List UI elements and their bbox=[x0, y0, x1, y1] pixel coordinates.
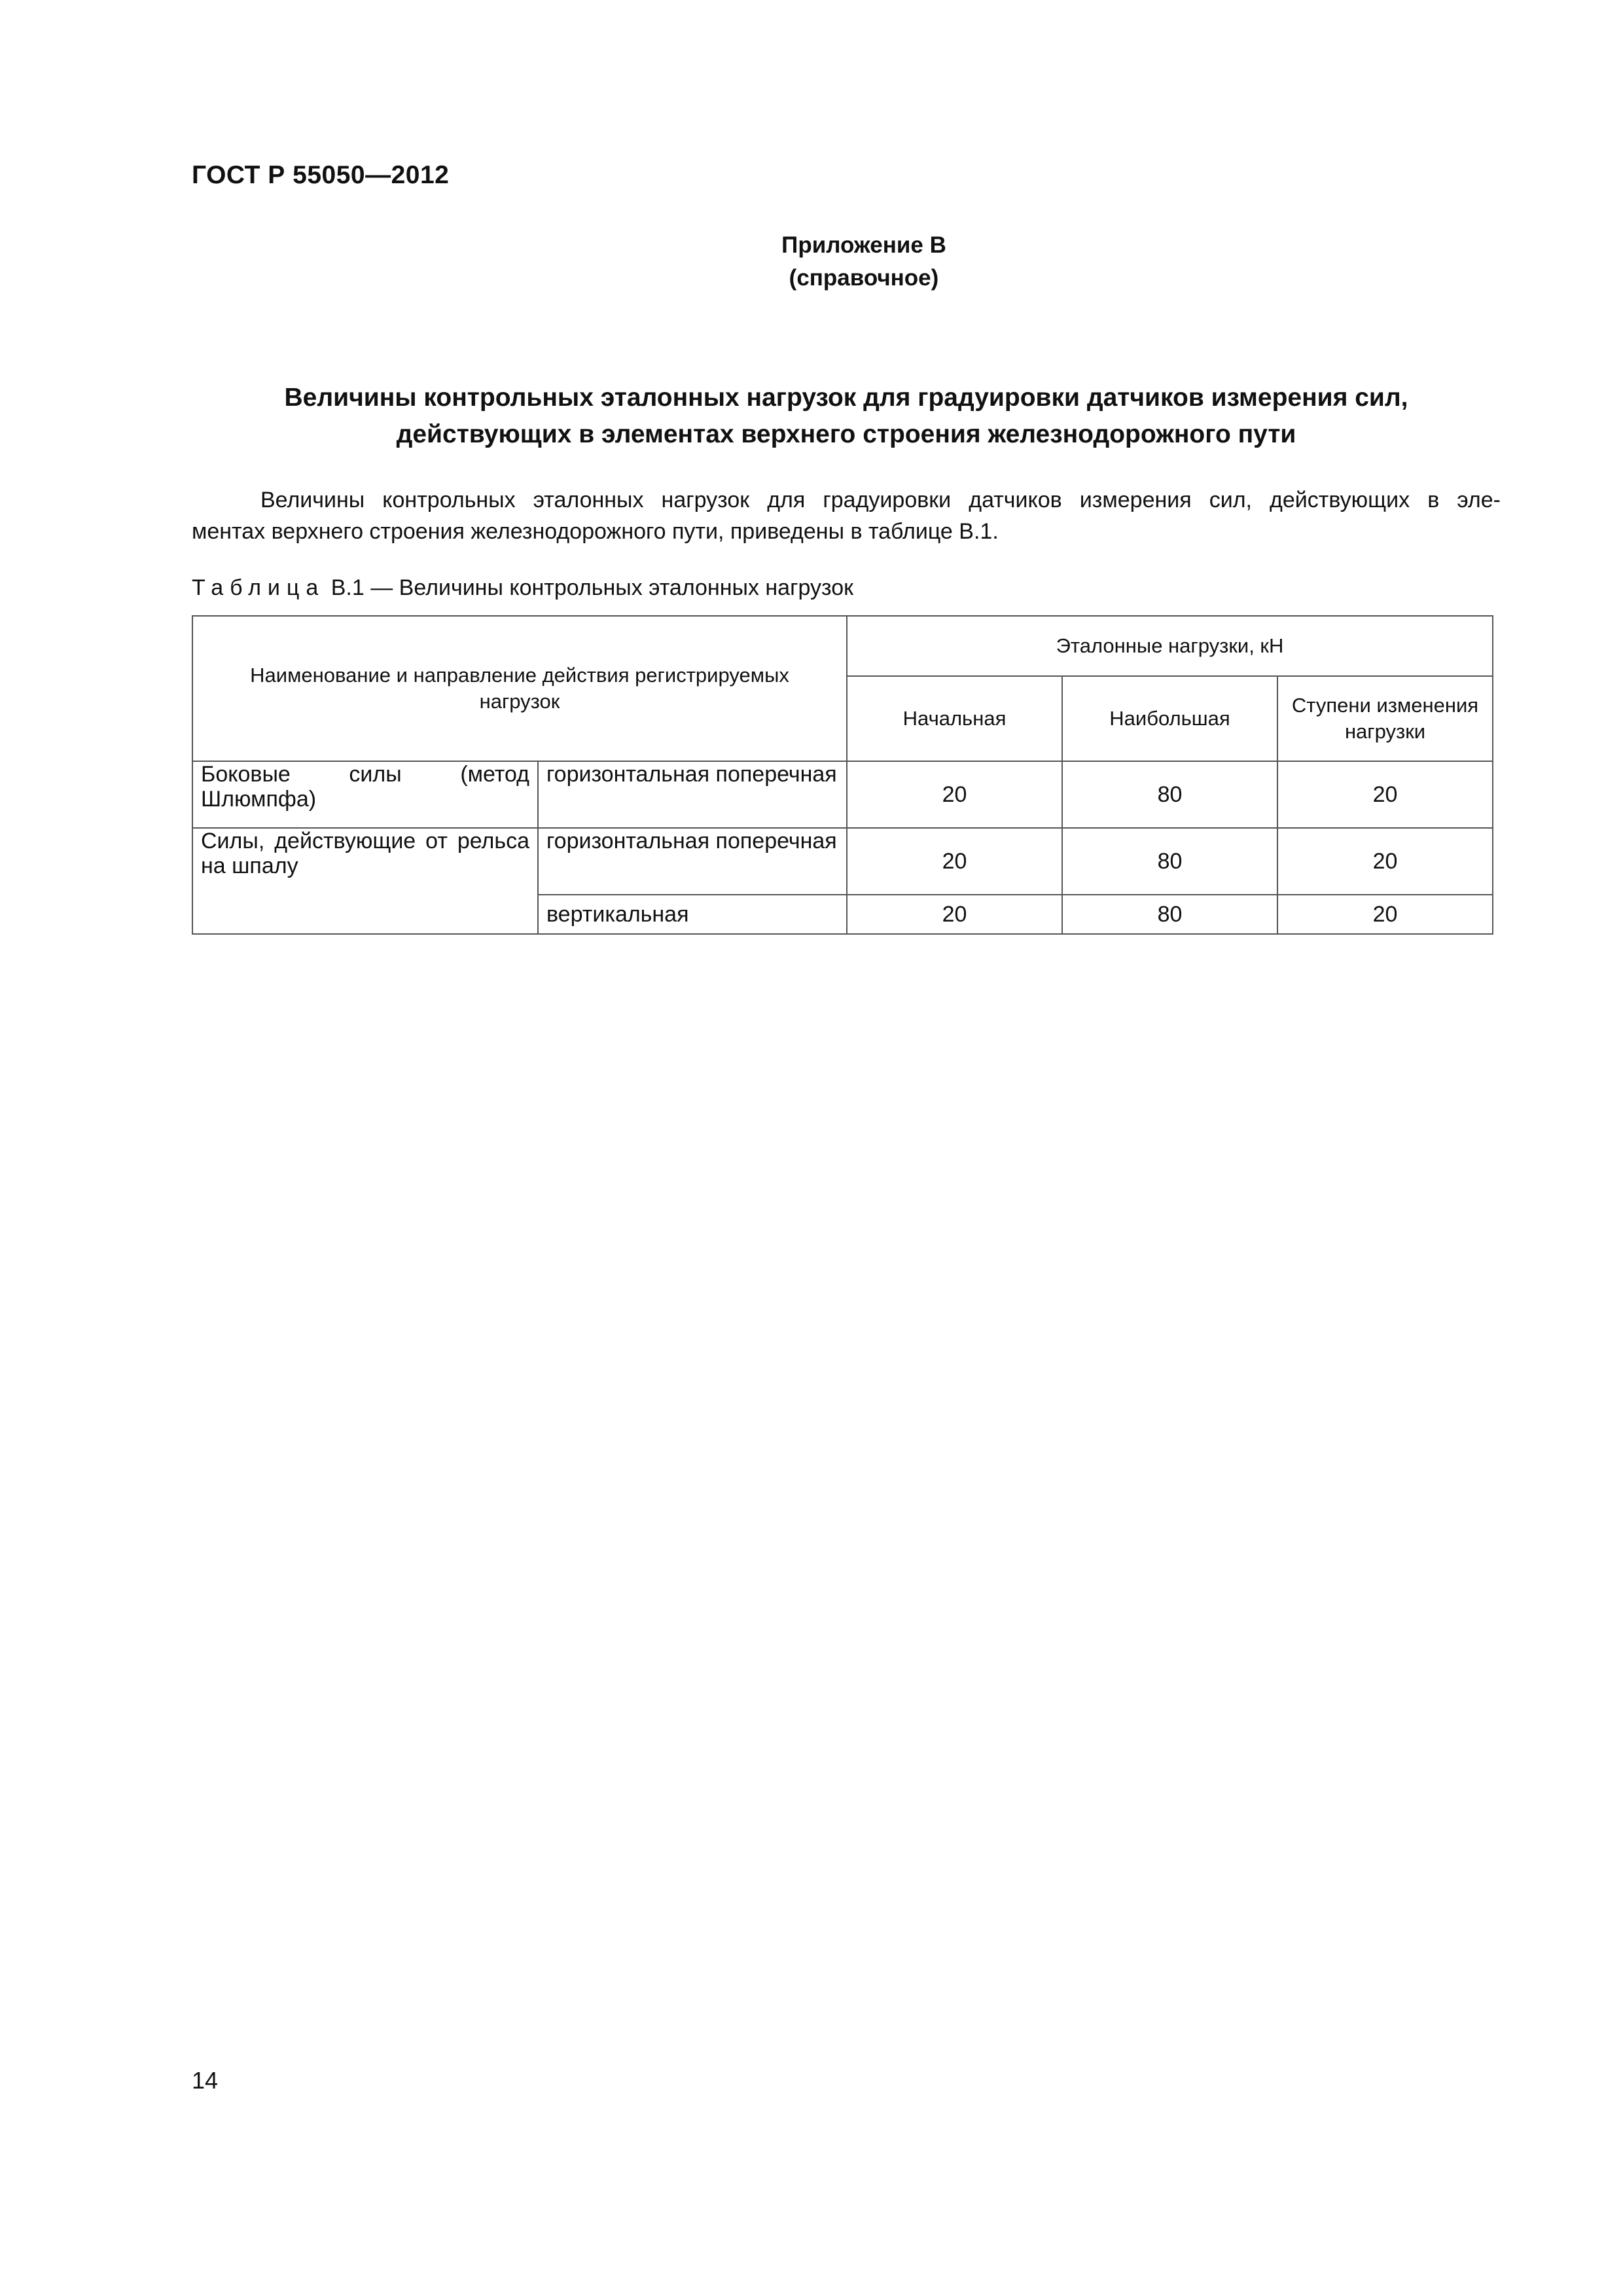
table-caption bbox=[192, 573, 853, 602]
header-initial-cell: Начальная bbox=[847, 676, 1062, 761]
load-name-cell: Силы, действующие от рельса на шпалу bbox=[192, 828, 538, 934]
header-group-cell: Эталонные нагрузки, кН bbox=[847, 616, 1493, 676]
reference-loads-table bbox=[192, 615, 1493, 935]
load-direction-cell: горизонтальная поперечная bbox=[538, 828, 847, 895]
intro-line-1: Величины контрольных эталонных нагрузок для градуировки датчиков измерения сил, действующих в эле- bbox=[260, 488, 1501, 512]
table-row bbox=[192, 828, 1493, 895]
load-direction-cell: горизонтальная поперечная bbox=[538, 761, 847, 828]
initial-value-cell: 20 bbox=[847, 828, 1062, 895]
step-value-cell: 20 bbox=[1277, 828, 1493, 895]
initial-value-cell: 20 bbox=[847, 761, 1062, 828]
appendix-label: Приложение В bbox=[781, 232, 946, 258]
header-step-cell: Ступени изменения нагрузки bbox=[1277, 676, 1493, 761]
table-row bbox=[192, 761, 1493, 828]
page-number: 14 bbox=[192, 2067, 219, 2094]
max-value-cell: 80 bbox=[1062, 761, 1277, 828]
load-direction-cell: вертикальная bbox=[538, 895, 847, 934]
appendix-kind: (справочное) bbox=[789, 265, 939, 291]
document-id: ГОСТ Р 55050—2012 bbox=[192, 161, 450, 189]
header-name-cell: Наименование и направление действия регистрируемых нагрузок bbox=[192, 616, 847, 761]
intro-paragraph bbox=[192, 484, 1501, 547]
intro-line-2: ментах верхнего строения железнодорожного пути, приведены в таблице В.1. bbox=[192, 519, 999, 544]
appendix-heading bbox=[681, 229, 1047, 295]
table-caption-label: Таблица bbox=[192, 575, 325, 600]
step-value-cell: 20 bbox=[1277, 895, 1493, 934]
section-title bbox=[192, 380, 1501, 453]
load-name-cell: Боковые силы (метод Шлюмпфа) bbox=[192, 761, 538, 828]
header-max-cell: Наибольшая bbox=[1062, 676, 1277, 761]
max-value-cell: 80 bbox=[1062, 895, 1277, 934]
step-value-cell: 20 bbox=[1277, 761, 1493, 828]
section-title-line-2: действующих в элементах верхнего строения железнодорожного пути bbox=[396, 420, 1296, 448]
initial-value-cell: 20 bbox=[847, 895, 1062, 934]
table-caption-text: В.1 — Величины контрольных эталонных нагрузок bbox=[325, 575, 854, 600]
table-header-row bbox=[192, 616, 1493, 676]
section-title-line-1: Величины контрольных эталонных нагрузок для градуировки датчиков измерения сил, bbox=[284, 384, 1408, 412]
max-value-cell: 80 bbox=[1062, 828, 1277, 895]
